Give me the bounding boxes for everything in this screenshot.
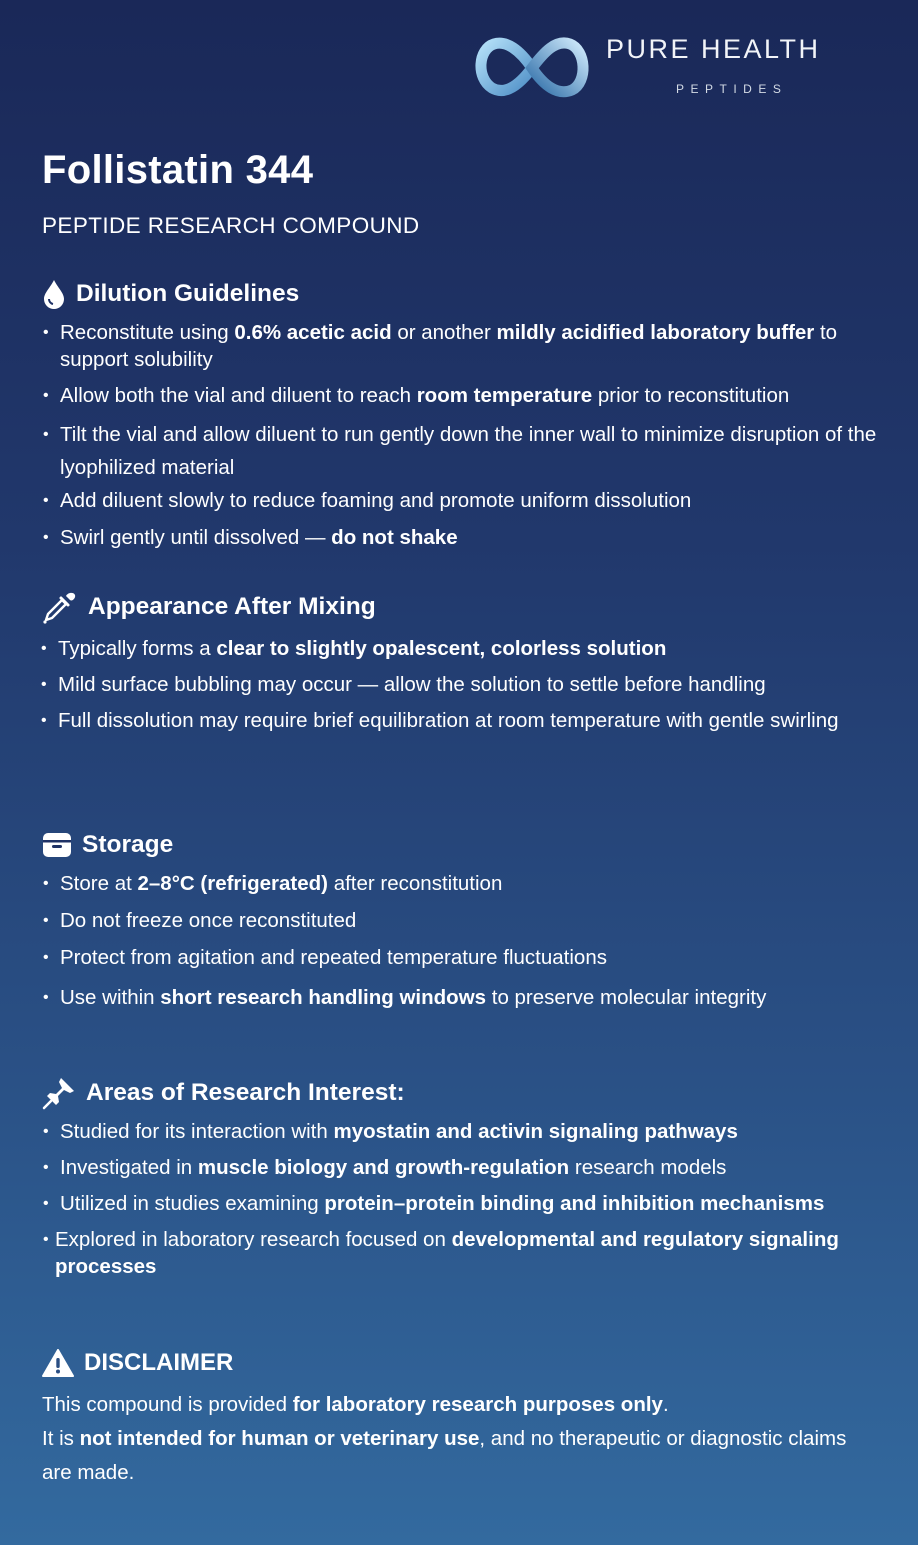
list-item: • Explored in laboratory research focused on developmental and regulatory signaling processes (42, 1226, 878, 1280)
list-item: • Reconstitute using 0.6% acetic acid or another mildly acidified laboratory buffer to support solubility (42, 319, 878, 373)
brand-logo (472, 32, 882, 102)
dilution-heading (42, 277, 878, 311)
dilution-list (42, 319, 878, 551)
research-section (42, 1076, 878, 1289)
list-item: • Studied for its interaction with myostatin and activin signaling pathways (42, 1118, 878, 1145)
disclaimer-section (42, 1346, 878, 1490)
list-item: • Add diluent slowly to reduce foaming and promote uniform dissolution (42, 487, 878, 514)
infinity-logo-icon (472, 32, 592, 102)
research-title: Areas of Research Interest: (86, 1079, 405, 1106)
list-item: • Full dissolution may require brief equilibration at room temperature with gentle swirling (40, 704, 878, 737)
dilution-section (42, 277, 878, 560)
storage-heading (42, 828, 878, 862)
brand-name: PURE HEALTH (606, 34, 821, 64)
list-item: • Use within short research handling windows to preserve molecular integrity (42, 981, 878, 1014)
dilution-title: Dilution Guidelines (76, 280, 300, 307)
disclaimer-heading (42, 1346, 878, 1380)
appearance-list (42, 632, 878, 737)
pushpin-icon (42, 1076, 76, 1110)
list-item: • Store at 2–8°C (refrigerated) after reconstitution (42, 870, 878, 897)
appearance-heading (42, 590, 878, 624)
disclaimer-line-1: This compound is provided for laboratory research purposes only. (42, 1393, 669, 1416)
list-item: • Tilt the vial and allow diluent to run gently down the inner wall to minimize disruption of the lyophilized material (42, 418, 878, 484)
storage-box-icon (42, 831, 72, 859)
brand-subtitle: PEPTIDES (676, 82, 788, 96)
list-item: • Protect from agitation and repeated temperature fluctuations (42, 944, 878, 971)
disclaimer-body (42, 1388, 878, 1490)
list-item: • Utilized in studies examining protein–protein binding and inhibition mechanisms (42, 1190, 878, 1217)
disclaimer-line-2: It is not intended for human or veterinary use, and no therapeutic or diagnostic claims are made. (42, 1427, 847, 1484)
storage-title: Storage (82, 831, 174, 858)
list-item: • Allow both the vial and diluent to reach room temperature prior to reconstitution (42, 382, 878, 409)
research-heading (42, 1076, 878, 1110)
list-item: • Investigated in muscle biology and growth-regulation research models (42, 1154, 878, 1181)
appearance-section (42, 590, 878, 740)
disclaimer-title: DISCLAIMER (84, 1349, 234, 1376)
list-item: • Do not freeze once reconstituted (42, 907, 878, 934)
water-drop-icon (42, 279, 66, 309)
dropper-icon (42, 590, 78, 624)
product-subtitle: PEPTIDE RESEARCH COMPOUND (42, 213, 420, 238)
appearance-title: Appearance After Mixing (88, 593, 376, 620)
research-list (42, 1118, 878, 1280)
product-title: Follistatin 344 (42, 148, 314, 192)
list-item: • Mild surface bubbling may occur — allow the solution to settle before handling (40, 668, 878, 701)
list-item: • Swirl gently until dissolved — do not shake (42, 524, 878, 551)
storage-section (42, 828, 878, 1017)
storage-list (42, 870, 878, 1014)
warning-icon (42, 1349, 74, 1377)
list-item: • Typically forms a clear to slightly opalescent, colorless solution (40, 632, 878, 665)
